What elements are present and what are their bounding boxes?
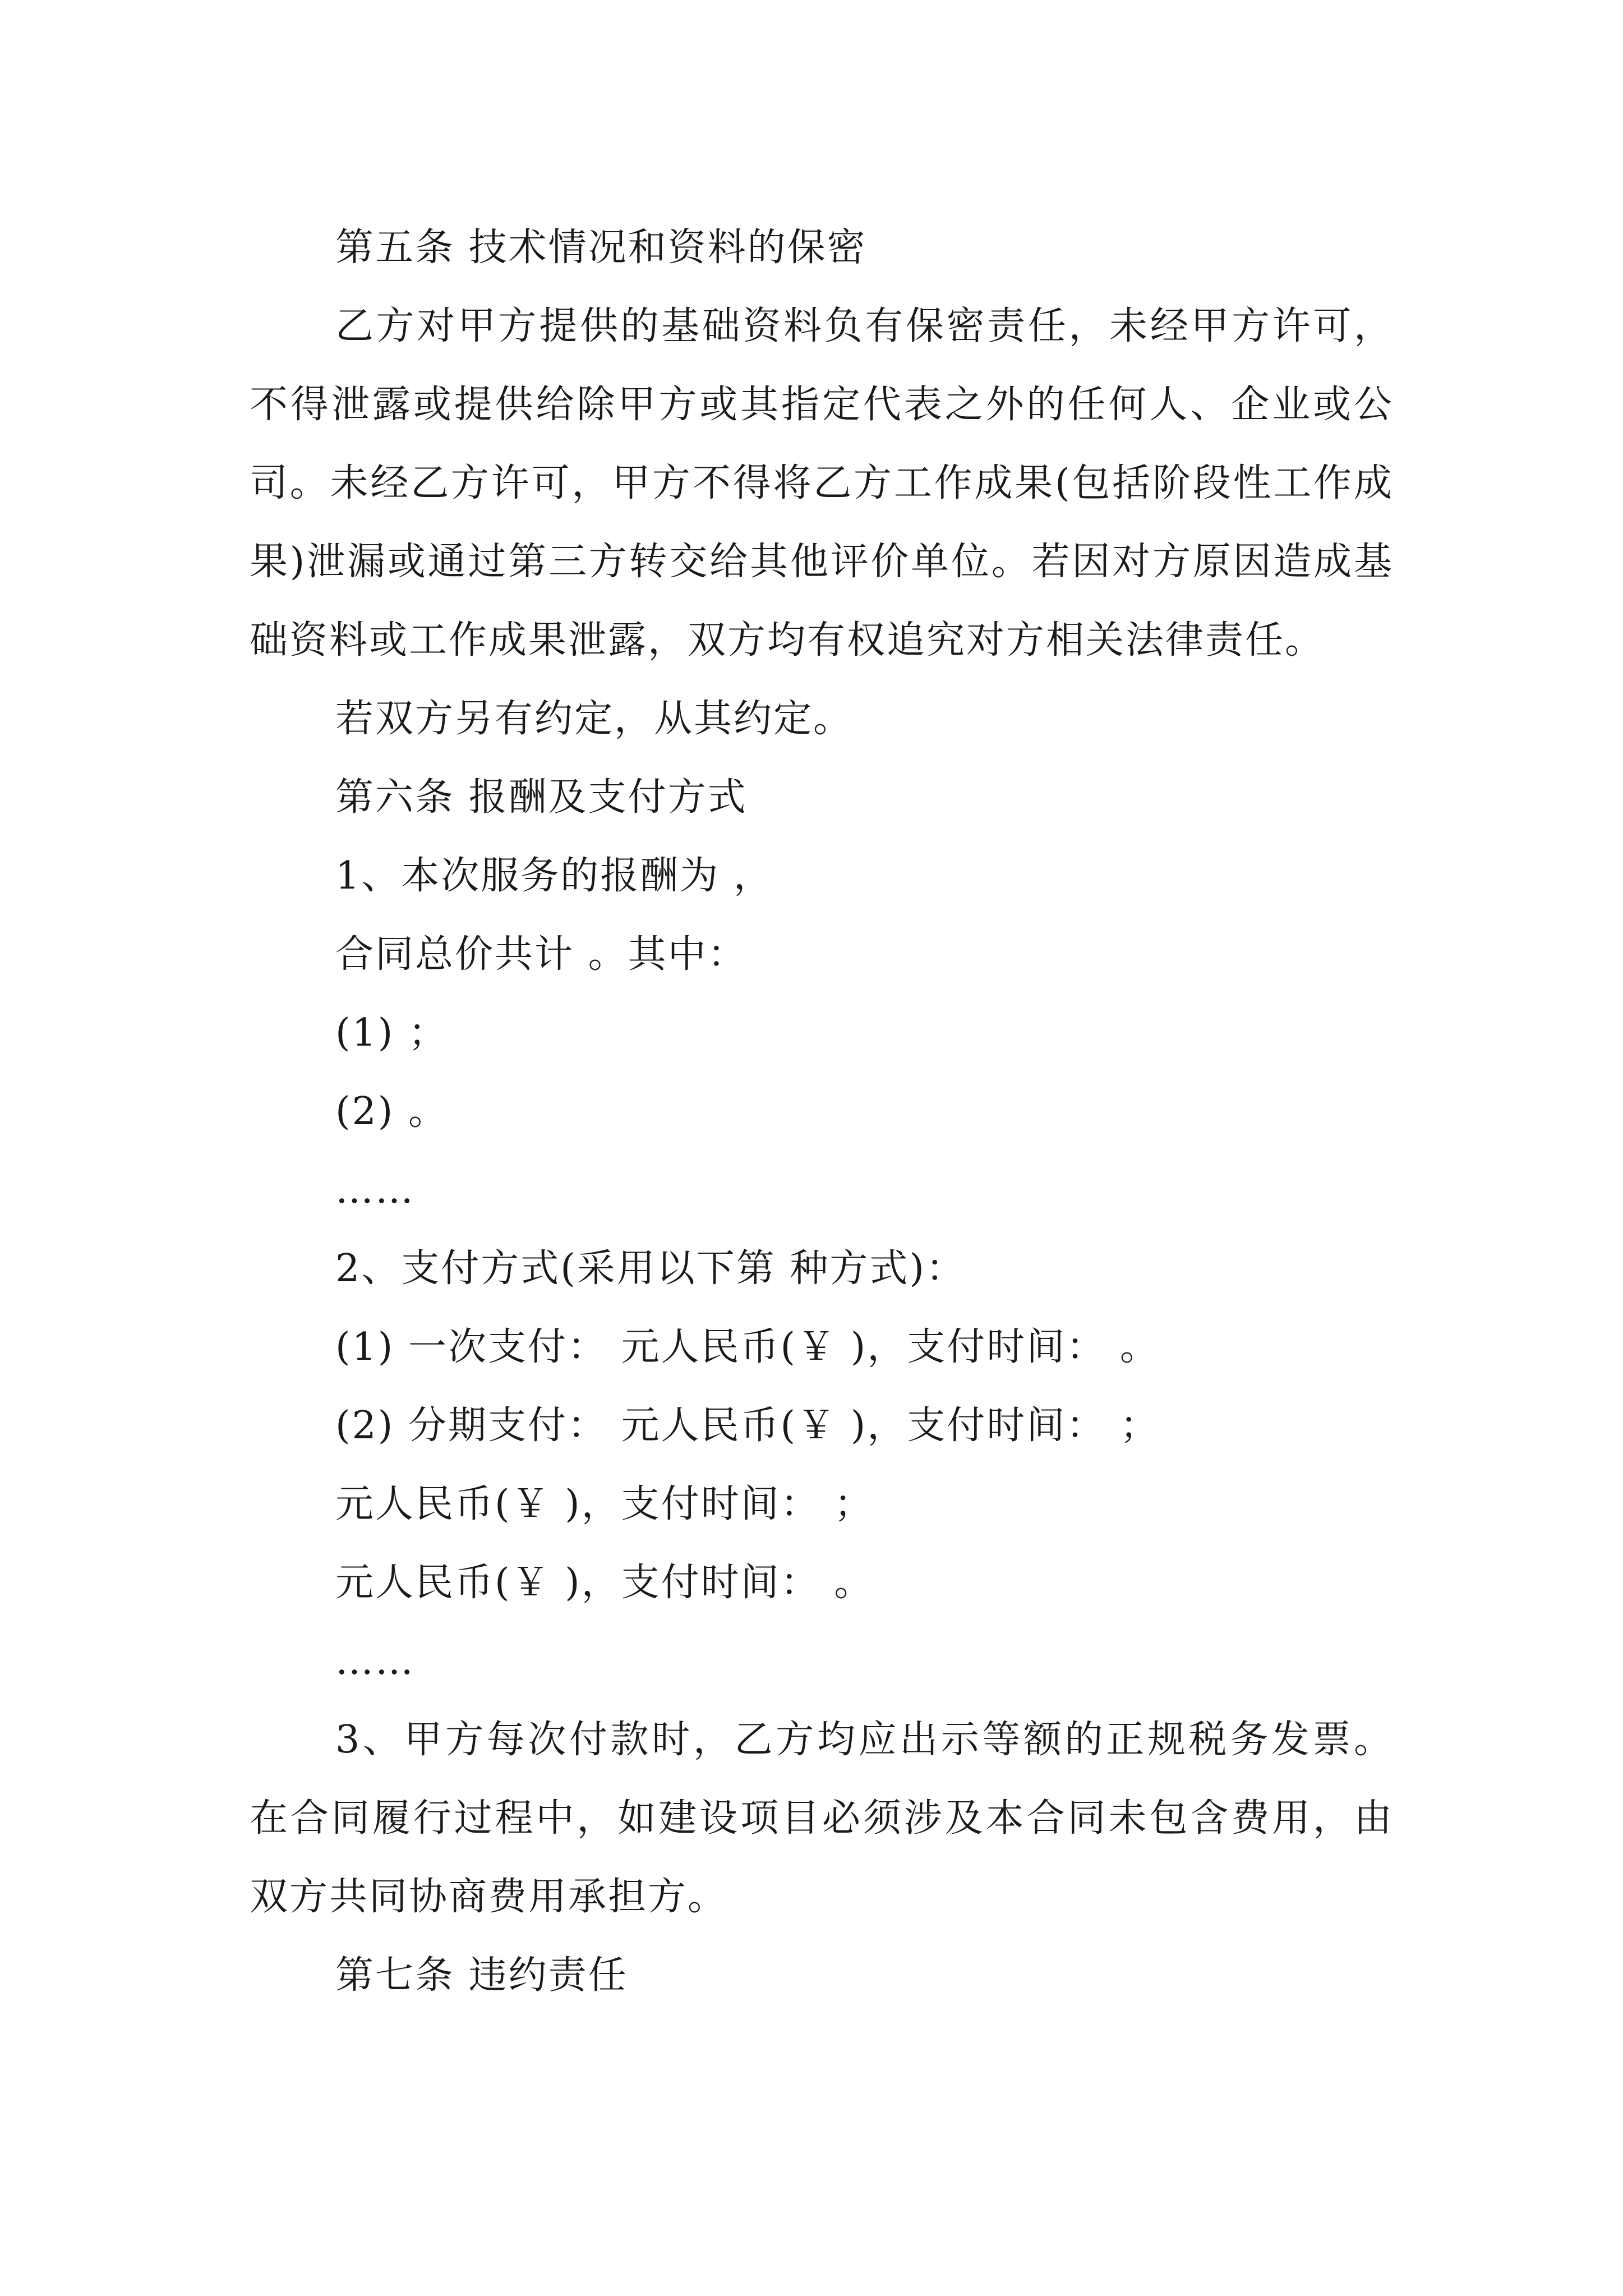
document-body: [250, 209, 1394, 2015]
invoice-clause: 3、甲方每次付款时，乙方均应出示等额的正规税务发票。在合同履行过程中，如建设项目必须涉及本合同未包含费用，由双方共同协商费用承担方。: [250, 1718, 1394, 1919]
article-7-heading: 第七条 违约责任: [335, 1953, 628, 1998]
price-item-1: (1) ；: [335, 1011, 448, 1055]
lump-sum-payment-line: (1) 一次支付： 元人民币(￥ )，支付时间： 。: [335, 1325, 1160, 1369]
installment-line-2: 元人民币(￥ )，支付时间： ；: [335, 1482, 874, 1526]
payment-method-line: 2、支付方式(采用以下第 种方式)：: [335, 1246, 966, 1291]
ellipsis-line-2: ……: [335, 1639, 415, 1683]
ellipsis-line: ……: [335, 1168, 415, 1212]
price-item-2: (2) 。: [335, 1089, 448, 1134]
article-6-heading: 第六条 报酬及支付方式: [335, 775, 748, 820]
confidentiality-clause: 乙方对甲方提供的基础资料负有保密责任，未经甲方许可，不得泄露或提供给除甲方或其指定代表之外的任何人、企业或公司。未经乙方许可，甲方不得将乙方工作成果(包括阶段性工作成果)泄漏或通过第三方转交给其他评价单位。若因对方原因造成基础资料或工作成果泄露，双方均有权追究对方相关法律责任。: [250, 304, 1394, 662]
other-agreement-clause: 若双方另有约定，从其约定。: [335, 697, 854, 741]
total-price-line: 合同总价共计 。其中：: [335, 932, 748, 977]
installment-payment-line: (2) 分期支付： 元人民币(￥ )，支付时间： ；: [335, 1404, 1160, 1448]
installment-line-3: 元人民币(￥ )，支付时间： 。: [335, 1561, 874, 1605]
article-5-heading: 第五条 技术情况和资料的保密: [335, 226, 867, 270]
fee-line: 1、本次服务的报酬为 ，: [335, 854, 773, 898]
